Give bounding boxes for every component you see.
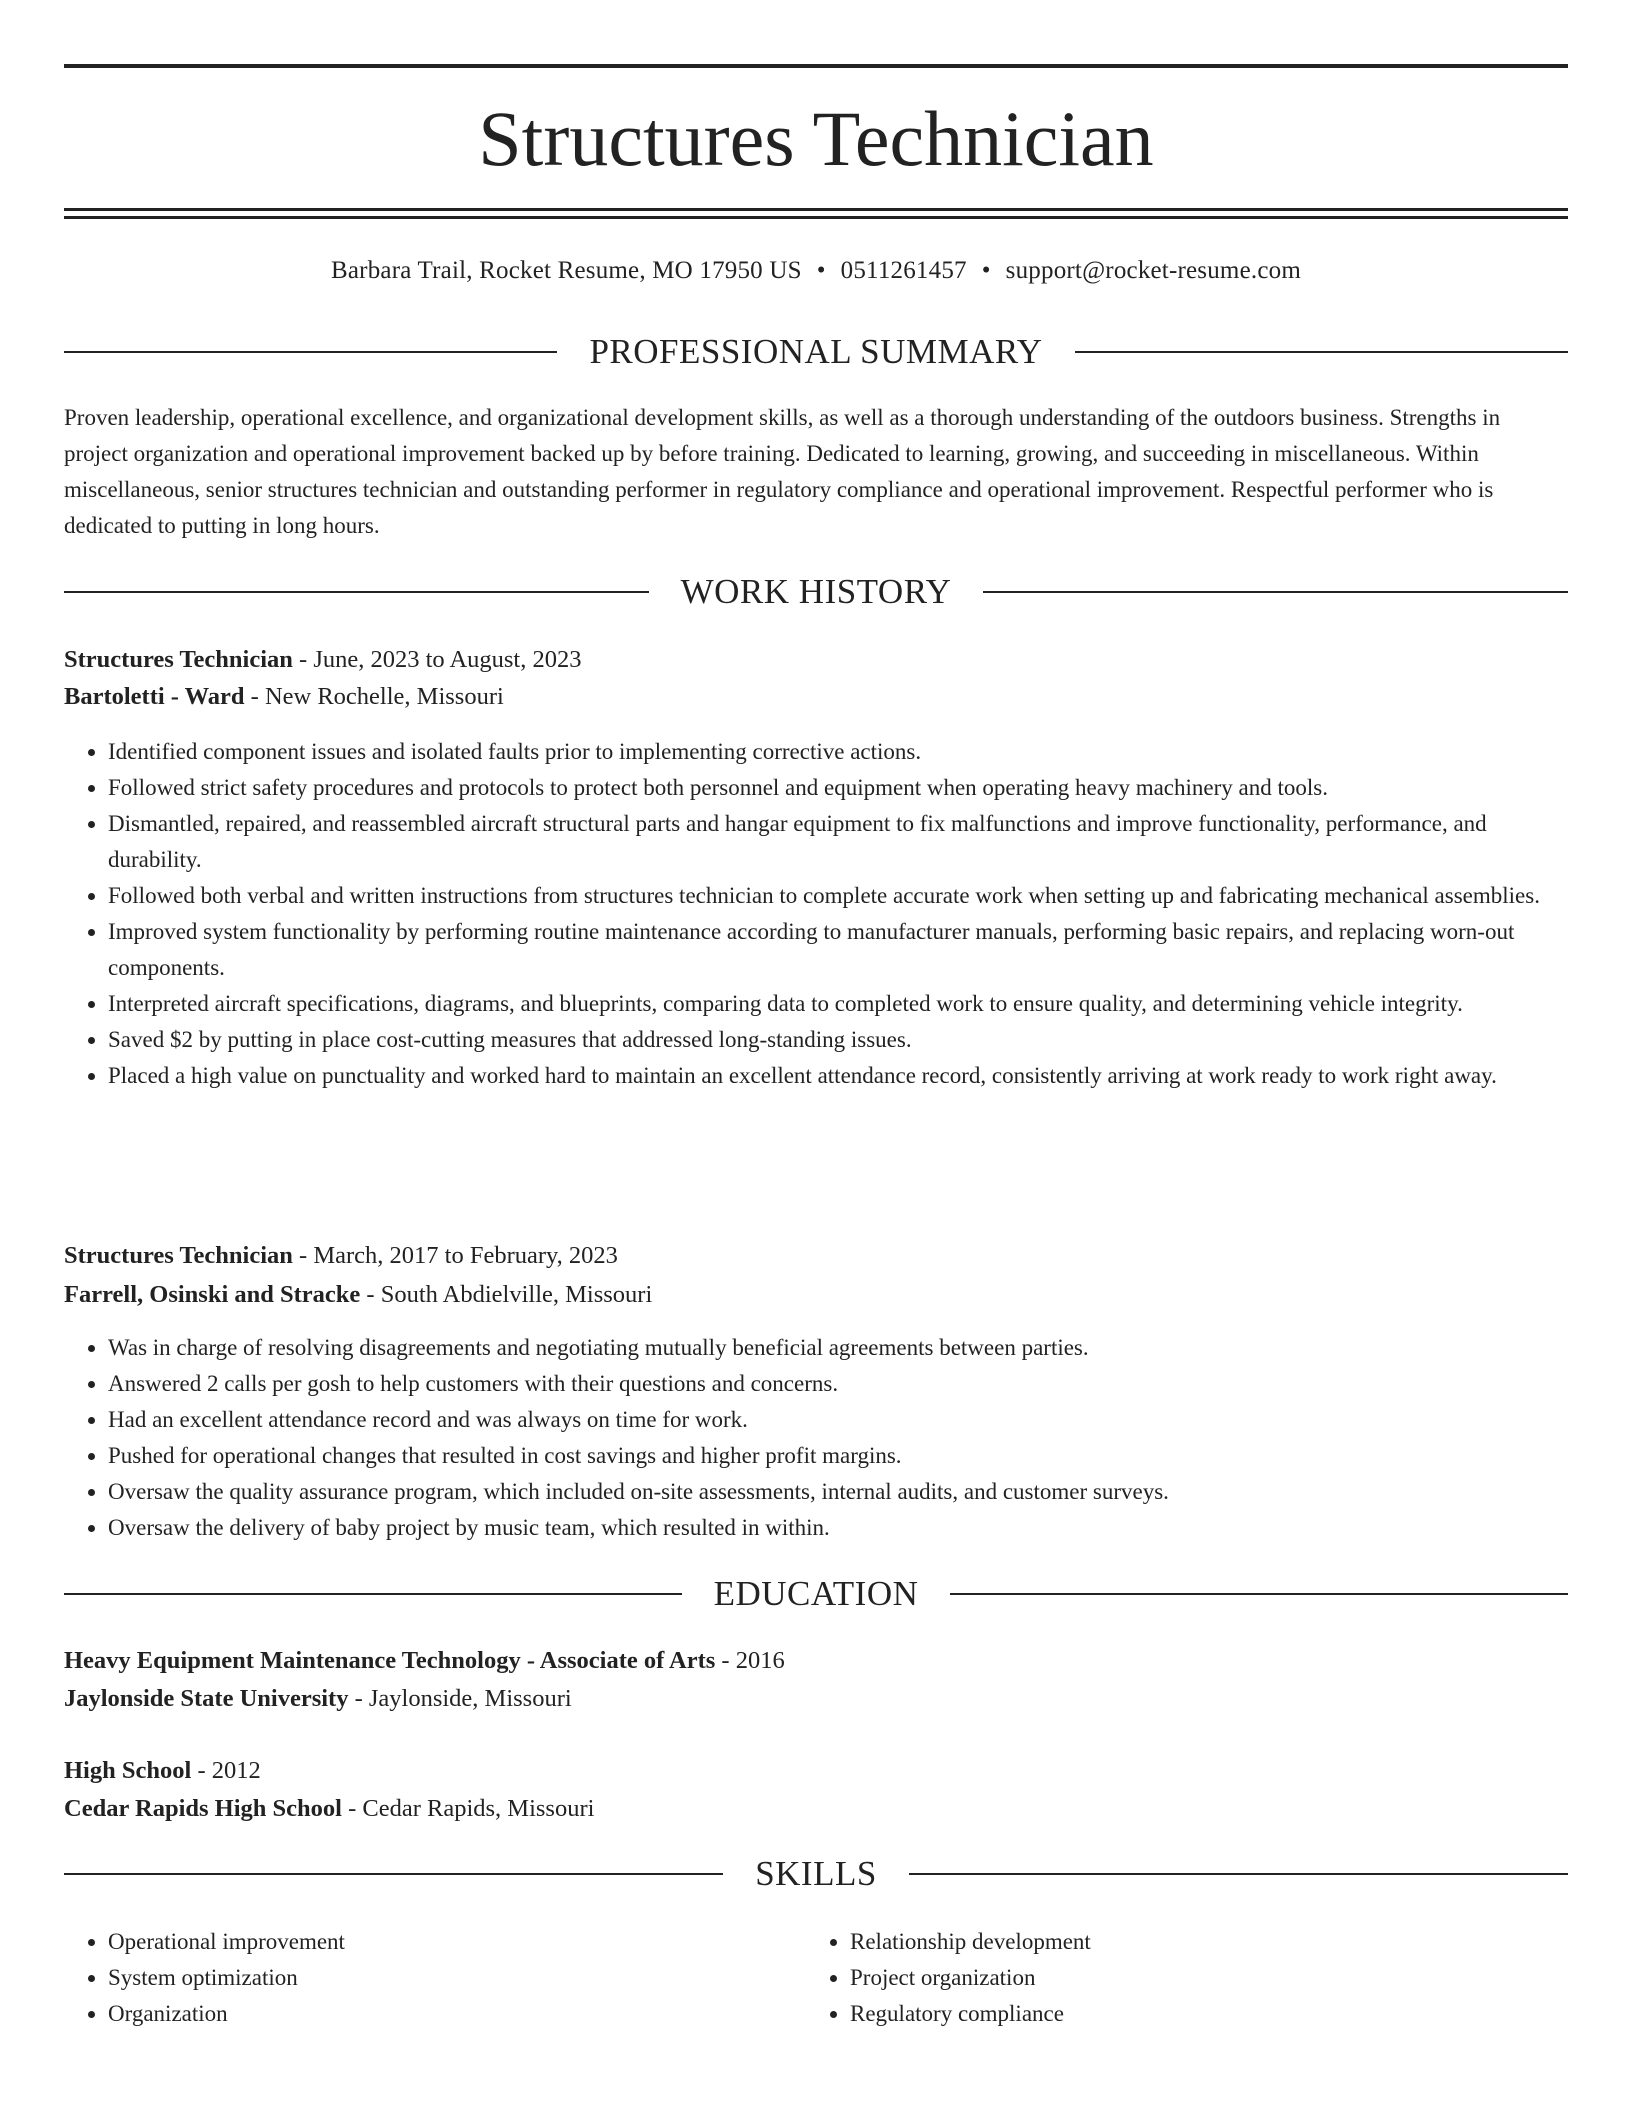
section-title: SKILLS (755, 1854, 877, 1893)
education-year: - 2016 (715, 1647, 785, 1674)
education-degree-line (64, 1643, 1568, 1679)
section-title: EDUCATION (713, 1574, 919, 1613)
job-bullet: • Identified component issues and isolated faults prior to implementing corrective actions. (108, 734, 1568, 770)
contact-line (64, 254, 1568, 288)
header-double-rule-top (64, 208, 1568, 211)
skills-list-right (806, 1924, 1506, 2032)
job-company: Farrell, Osinski and Stracke (64, 1281, 361, 1308)
section-divider (950, 1593, 1568, 1595)
education-degree: High School (64, 1757, 192, 1784)
education-school-line (64, 1681, 1568, 1717)
job-bullet: • Saved $2 by putting in place cost-cutting measures that addressed long-standing issues. (108, 1022, 1568, 1058)
job-bullet: • Oversaw the delivery of baby project by music team, which resulted in within. (108, 1510, 1568, 1546)
contact-separator: • (816, 257, 826, 284)
education-degree-line (64, 1753, 1568, 1789)
job-company-line (64, 1277, 1568, 1313)
job-bullet: • Improved system functionality by performing routine maintenance according to manufacturer manuals, performing basic repairs, and replacing worn-out components. (108, 914, 1568, 986)
job-location: - New Rochelle, Missouri (244, 683, 504, 710)
section-divider (64, 351, 557, 353)
job-title: Structures Technician (64, 646, 293, 673)
section-title: WORK HISTORY (680, 572, 952, 611)
skill-item: • Relationship development (850, 1924, 1506, 1960)
job-title-line (64, 1238, 1568, 1274)
skill-item: • System optimization (108, 1960, 764, 1996)
job-bullets (64, 1330, 1568, 1546)
section-header-skills (64, 1852, 1568, 1896)
contact-address: Barbara Trail, Rocket Resume, MO 17950 US (331, 257, 802, 284)
job-bullet: • Answered 2 calls per gosh to help customers with their questions and concerns. (108, 1366, 1568, 1402)
education-location: - Jaylonside, Missouri (348, 1685, 572, 1712)
job-bullet: • Was in charge of resolving disagreements and negotiating mutually beneficial agreements between parties. (108, 1330, 1568, 1366)
job-bullet: • Oversaw the quality assurance program, which included on-site assessments, internal audits, and customer surveys. (108, 1474, 1568, 1510)
job-bullet: • Interpreted aircraft specifications, diagrams, and blueprints, comparing data to completed work to ensure quality, and determining vehicle integrity. (108, 986, 1568, 1022)
job-title: Structures Technician (64, 1242, 293, 1269)
section-divider (1075, 351, 1568, 353)
education-location: - Cedar Rapids, Missouri (341, 1795, 595, 1822)
section-divider (909, 1873, 1568, 1875)
job-bullet: • Had an excellent attendance record and was always on time for work. (108, 1402, 1568, 1438)
skill-item: • Regulatory compliance (850, 1996, 1506, 2032)
skill-item: • Project organization (850, 1960, 1506, 1996)
section-title: PROFESSIONAL SUMMARY (589, 332, 1043, 371)
section-divider (64, 1593, 682, 1595)
job-bullets (64, 734, 1568, 1094)
job-title-line (64, 642, 1568, 678)
job-dates: - March, 2017 to February, 2023 (292, 1242, 618, 1269)
job-company-line (64, 679, 1568, 715)
job-bullet: • Followed both verbal and written instructions from structures technician to complete accurate work when setting up and fabricating mechanical assemblies. (108, 878, 1568, 914)
section-divider (983, 591, 1568, 593)
skills-list-left (64, 1924, 764, 2032)
contact-phone: 0511261457 (840, 257, 967, 284)
education-degree: Heavy Equipment Maintenance Technology - Associate of Arts (64, 1647, 716, 1674)
education-school: Cedar Rapids High School (64, 1795, 342, 1822)
skill-item: • Organization (108, 1996, 764, 2032)
contact-email: support@rocket-resume.com (1005, 257, 1301, 284)
job-bullet: • Placed a high value on punctuality and worked hard to maintain an excellent attendance record, consistently arriving at work ready to work right away. (108, 1058, 1568, 1094)
job-bullet: • Followed strict safety procedures and protocols to protect both personnel and equipment when operating heavy machinery and tools. (108, 770, 1568, 806)
job-bullet: • Dismantled, repaired, and reassembled aircraft structural parts and hangar equipment to fix malfunctions and improve functionality, performance, and durability. (108, 806, 1568, 878)
header-double-rule-bottom (64, 216, 1568, 219)
education-year: - 2012 (191, 1757, 261, 1784)
section-divider (64, 591, 649, 593)
section-divider (64, 1873, 723, 1875)
education-school: Jaylonside State University (64, 1685, 349, 1712)
education-school-line (64, 1791, 1568, 1827)
section-header-work-history (64, 570, 1568, 614)
section-header-summary (64, 330, 1568, 374)
job-location: - South Abdielville, Missouri (360, 1281, 653, 1308)
summary-text: Proven leadership, operational excellence, and organizational development skills, as well as a thorough understanding of the outdoors business. Strengths in project organization and operational improvement backed up by before training. Dedicated to learning, growing, and succeeding in miscellaneous. Within miscellaneous, senior structures technician and outstanding performer in regulatory compliance and operational improvement. Respectful performer who is dedicated to putting in long hours. (64, 405, 1501, 538)
header-top-rule (64, 64, 1568, 68)
job-company: Bartoletti - Ward (64, 683, 245, 710)
section-header-education (64, 1572, 1568, 1616)
job-bullet: • Pushed for operational changes that resulted in cost savings and higher profit margins. (108, 1438, 1568, 1474)
skill-item: • Operational improvement (108, 1924, 764, 1960)
contact-separator: • (981, 257, 991, 284)
resume-title: Structures Technician (478, 95, 1154, 182)
job-dates: - June, 2023 to August, 2023 (292, 646, 582, 673)
